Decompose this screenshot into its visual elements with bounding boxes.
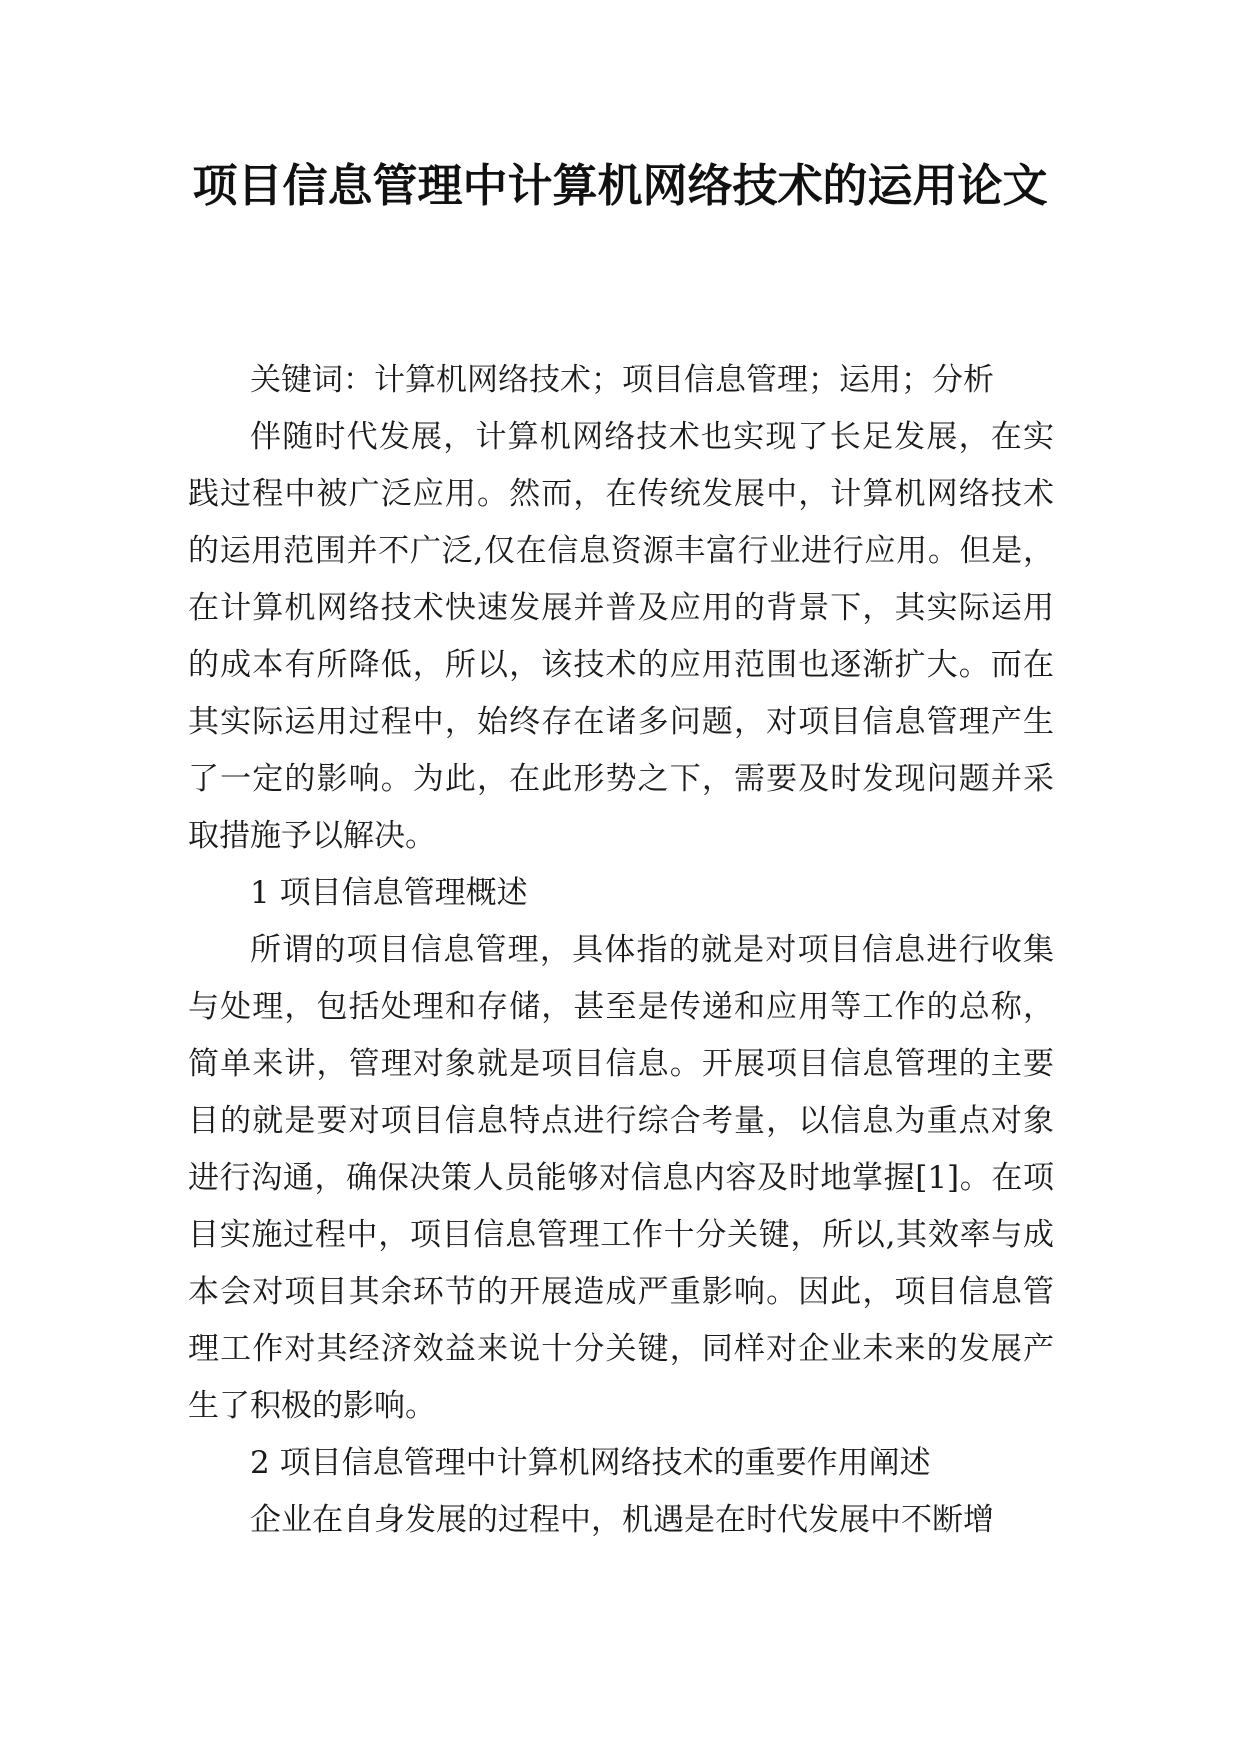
paragraph-section-2: 企业在自身发展的过程中，机遇是在时代发展中不断增 bbox=[250, 1502, 994, 1538]
document-title: 项目信息管理中计算机网络技术的运用论文 bbox=[192, 159, 1048, 212]
section-heading-1: 1 项目信息管理概述 bbox=[250, 875, 528, 911]
document-body bbox=[188, 352, 1054, 1549]
paragraph-section-1: 所谓的项目信息管理，具体指的就是对项目信息进行收集与处理，包括处理和存储，甚至是传递和应用等工作的总称，简单来讲，管理对象就是项目信息。开展项目信息管理的主要目的就是要对项目信息特点进行综合考量，以信息为重点对象进行沟通，确保决策人员能够对信息内容及时地掌握[1]。在项目实施过程中，项目信息管理工作十分关键，所以,其效率与成本会对项目其余环节的开展造成严重影响。因此，项目信息管理工作对其经济效益来说十分关键，同样对企业未来的发展产生了积极的影响。 bbox=[188, 932, 1054, 1424]
paragraph-intro: 伴随时代发展，计算机网络技术也实现了长足发展，在实践过程中被广泛应用。然而，在传统发展中，计算机网络技术的运用范围并不广泛,仅在信息资源丰富行业进行应用。但是，在计算机网络技术快速发展并普及应用的背景下，其实际运用的成本有所降低，所以，该技术的应用范围也逐渐扩大。而在其实际运用过程中，始终存在诸多问题，对项目信息管理产生了一定的影响。为此，在此形势之下，需要及时发现问题并采取措施予以解决。 bbox=[188, 419, 1054, 854]
section-heading-2: 2 项目信息管理中计算机网络技术的重要作用阐述 bbox=[250, 1445, 931, 1481]
keywords-line: 关键词：计算机网络技术；项目信息管理；运用；分析 bbox=[250, 362, 994, 398]
